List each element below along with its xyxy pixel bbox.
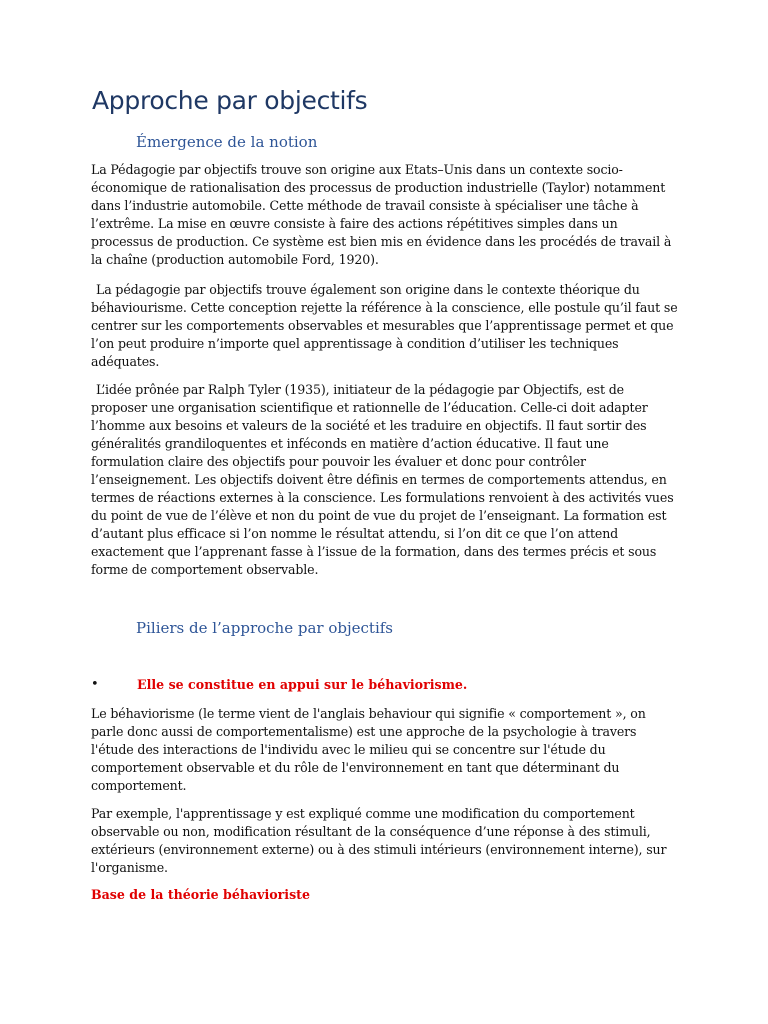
red-subheading-base-theorie: Base de la théorie béhavioriste bbox=[91, 887, 311, 902]
section-heading-emergence: Émergence de la notion bbox=[136, 133, 318, 151]
bullet-symbol: • bbox=[91, 677, 99, 692]
bullet-item-behaviorisme bbox=[91, 676, 691, 694]
document-title: Approche par objectifs bbox=[92, 86, 368, 115]
paragraph-behaviourisme: La pédagogie par objectifs trouve également son origine dans le contexte théorique du béhaviourisme. Cette conception rejette la référence à la conscience, elle postule qu’il faut se centrer sur les comportements observables et mesurables que l’apprentissage permet et que l’on peut produire n’importe quel apprentissage à condition d’utiliser les techniques adéquates. bbox=[91, 282, 678, 369]
paragraph-origine-taylor: La Pédagogie par objectifs trouve son origine aux Etats–Unis dans un contexte socio-économique de rationalisation des processus de production industrielle (Taylor) notamment dans l’industrie automobile. Cette méthode de travail consiste à spécialiser une tâche à l’extrême. La mise en œuvre consiste à faire des actions répétitives simples dans un processus de production. Ce système est bien mis en évidence dans les procédés de travail à la chaîne (production automobile Ford, 1920). bbox=[91, 162, 672, 267]
section-heading-piliers: Piliers de l’approche par objectifs bbox=[136, 619, 393, 637]
paragraph-definition-behaviorisme: Le béhaviorisme (le terme vient de l'anglais behaviour qui signifie « comportement », on parle donc aussi de comportementalisme) est une approche de la psychologie à travers l'étude des interactions de l'individu avec le milieu qui se concentre sur l'étude du comportement observable et du rôle de l'environnement en tant que déterminant du comportement. bbox=[91, 706, 646, 793]
paragraph-exemple-apprentissage: Par exemple, l'apprentissage y est expliqué comme une modification du comportement observable ou non, modification résultant de la conséquence d’une réponse à des stimuli, extérieurs (environnement externe) ou à des stimuli intérieurs (environnement interne), sur l'organisme. bbox=[91, 806, 667, 875]
bullet-text: Elle se constitue en appui sur le béhaviorisme. bbox=[137, 677, 468, 692]
paragraph-ralph-tyler: L’idée prônée par Ralph Tyler (1935), initiateur de la pédagogie par Objectifs, est de proposer une organisation scientifique et rationnelle de l’éducation. Celle-ci doit adapter l’homme aux besoins et valeurs de la société et les traduire en objectifs. Il faut sortir des généralités grandiloquentes et inféconds en matière d’action éducative. Il faut une formulation claire des objectifs pour pouvoir les évaluer et donc pour contrôler l’enseignement. Les objectifs doivent être définis en termes de comportements attendus, en termes de réactions externes à la conscience. Les formulations renvoient à des activités vues du point de vue de l’élève et non du point de vue du projet de l’enseignant. La formation est d’autant plus efficace si l’on nomme le résultat attendu, si l’on dit ce que l’on attend exactement que l’apprenant fasse à l’issue de la formation, dans des termes précis et sous forme de comportement observable. bbox=[91, 382, 674, 577]
